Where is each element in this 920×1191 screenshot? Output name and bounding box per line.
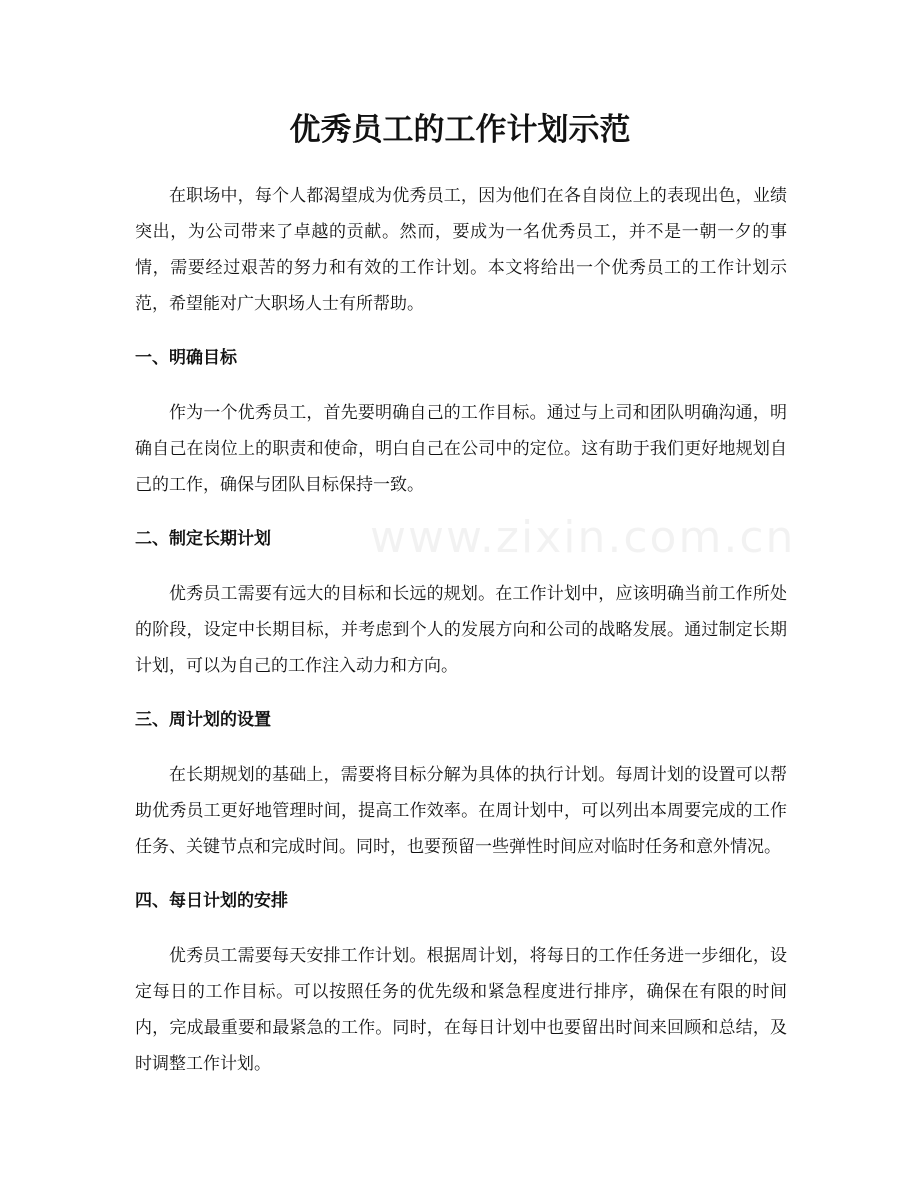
section-paragraph-3: 在长期规划的基础上，需要将目标分解为具体的执行计划。每周计划的设置可以帮助优秀员工更好地管理时间，提高工作效率。在周计划中，可以列出本周要完成的工作任务、关键节点和完成时间。同时，也要预留一些弹性时间应对临时任务和意外情况。 [135,765,787,857]
section-paragraph-4: 优秀员工需要每天安排工作计划。根据周计划，将每日的工作任务进一步细化，设定每日的工作目标。可以按照任务的优先级和紧急程度进行排序，确保在有限的时间内，完成最重要和最紧急的工作。同时，在每日计划中也要留出时间来回顾和总结，及时调整工作计划。 [135,946,787,1074]
section-paragraph-2: 优秀员工需要有远大的目标和长远的规划。在工作计划中，应该明确当前工作所处的阶段，设定中长期目标，并考虑到个人的发展方向和公司的战略发展。通过制定长期计划，可以为自己的工作注入动力和方向。 [135,584,787,676]
intro-paragraph: 在职场中，每个人都渴望成为优秀员工，因为他们在各自岗位上的表现出色，业绩突出，为公司带来了卓越的贡献。然而，要成为一名优秀员工，并不是一朝一夕的事情，需要经过艰苦的努力和有效的工作计划。本文将给出一个优秀员工的工作计划示范，希望能对广大职场人士有所帮助。 [135,186,787,314]
document-title: 优秀员工的工作计划示范 [289,112,631,148]
section-heading-1: 一、明确目标 [135,348,237,368]
section-heading-3: 三、周计划的设置 [135,710,271,730]
section-heading-2: 二、制定长期计划 [135,529,271,549]
section-heading-4: 四、每日计划的安排 [135,891,288,911]
document-body [135,178,787,1104]
section-paragraph-1: 作为一个优秀员工，首先要明确自己的工作目标。通过与上司和团队明确沟通，明确自己在岗位上的职责和使命，明白自己在公司中的定位。这有助于我们更好地规划自己的工作，确保与团队目标保持一致。 [135,403,787,495]
watermark: www.zixin.com.cn [370,512,796,563]
